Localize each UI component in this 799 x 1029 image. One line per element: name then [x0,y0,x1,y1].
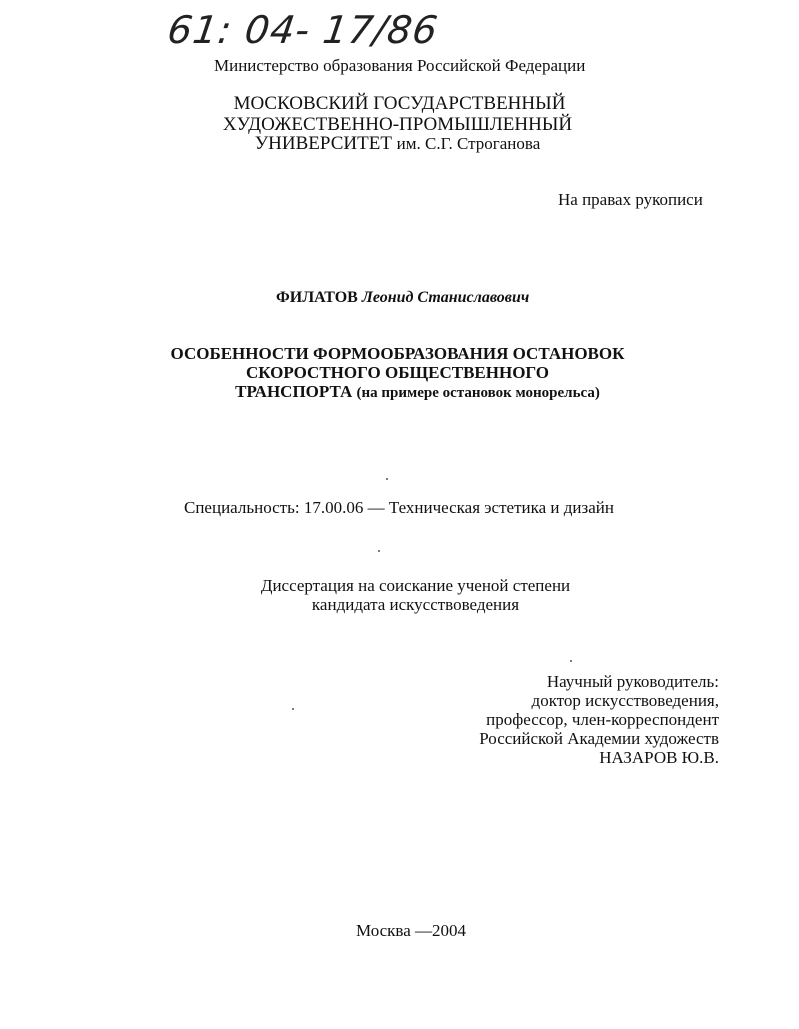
scan-speck [378,550,380,552]
supervisor-rank: профессор, член-корреспондент [486,710,719,729]
author-name [276,288,529,308]
university-name-line-1: МОСКОВСКИЙ ГОСУДАРСТВЕННЫЙ [233,93,566,114]
specialty-line: Специальность: 17.00.06 — Техническая эстетика и дизайн [184,498,614,517]
thesis-title-line-3 [18,382,799,403]
thesis-title-subtitle: (на примере остановок монорельса) [356,385,600,401]
supervisor-degree: доктор искусствоведения, [531,691,719,710]
supervisor-academy: Российской Академии художеств [479,729,719,748]
university-name-line-3-rest: им. С.Г. Строганова [396,134,541,153]
supervisor-label: Научный руководитель: [546,672,719,691]
scan-speck [292,708,294,710]
author-surname: ФИЛАТОВ [276,289,358,306]
scan-speck [386,478,388,480]
ministry-heading: Министерство образования Российской Федерации [214,56,586,75]
author-given-names: Леонид Станиславович [361,289,530,306]
handwritten-catalog-number: 61: 04- 17/86 [164,8,441,52]
dissertation-degree-line-2: кандидата искусствоведения [311,595,520,614]
university-name-line-2: ХУДОЖЕСТВЕННО-ПРОМЫШЛЕННЫЙ [222,114,573,135]
thesis-title-line-1: ОСОБЕННОСТИ ФОРМООБРАЗОВАНИЯ ОСТАНОВОК [170,344,625,363]
thesis-title-line-3-main: ТРАНСПОРТА [235,382,353,401]
supervisor-name: НАЗАРОВ Ю.В. [599,748,719,767]
city-and-year: Москва —2004 [356,921,467,940]
dissertation-degree-line-1: Диссертация на соискание ученой степени [260,576,571,595]
manuscript-rights-note: На правах рукописи [558,190,703,209]
university-name-line-3-main: УНИВЕРСИТЕТ [254,133,392,154]
university-name-line-3 [0,133,797,154]
thesis-title-line-2: СКОРОСТНОГО ОБЩЕСТВЕННОГО [245,363,550,382]
scan-speck [570,660,572,662]
